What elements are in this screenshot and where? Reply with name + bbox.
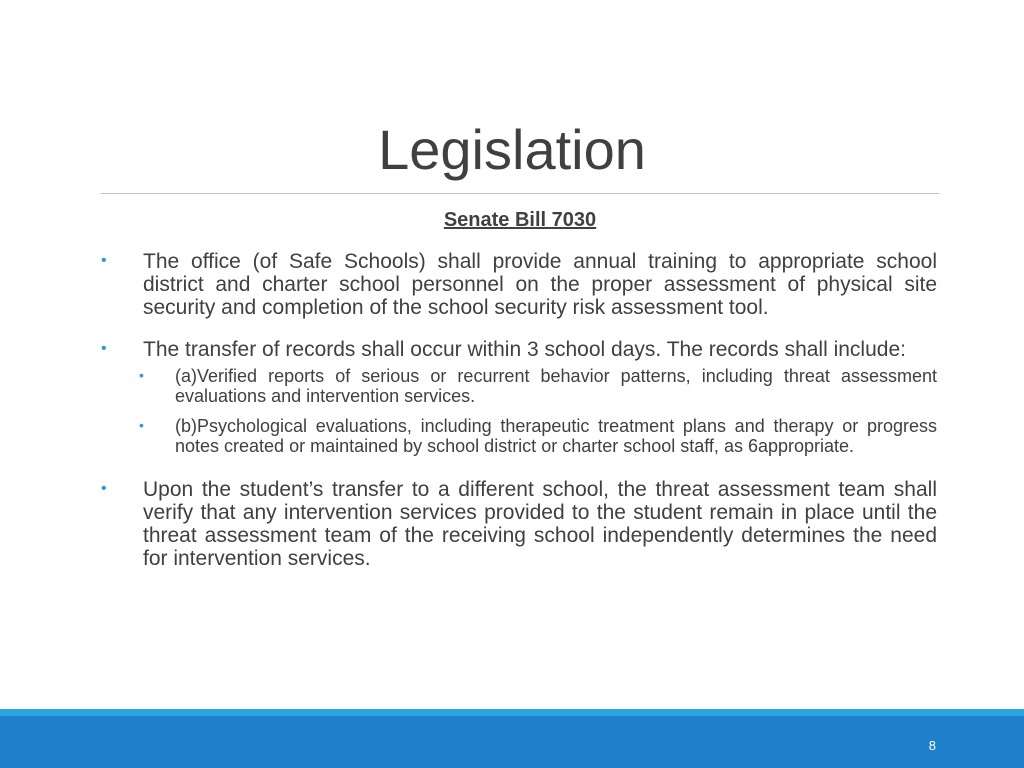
senate-bill-heading: Senate Bill 7030 — [443, 209, 597, 231]
sub-bullet-text: (a)Verified reports of serious or recurrent behavior patterns, including threat assessment evaluations and intervention services. — [175, 366, 937, 406]
bullet-item — [101, 478, 937, 570]
sub-bullet-text: (b)Psychological evaluations, including therapeutic treatment plans and therapy or progress notes created or maintained by school district or charter school staff, as 6appropriate. — [175, 416, 937, 456]
footer-accent-bar — [0, 709, 1024, 716]
sub-bullet-item — [139, 416, 937, 456]
bullet-dot-icon: • — [101, 480, 107, 497]
bullet-dot-icon: • — [101, 252, 107, 269]
slide-body — [101, 250, 937, 570]
bullet-text: Upon the student’s transfer to a different school, the threat assessment team shall verify that any intervention services provided to the student remain in place until the threat assessment team of the receiving school independently determines the need for intervention services. — [143, 478, 937, 570]
bullet-item — [101, 250, 937, 319]
page-number: 8 — [928, 738, 936, 753]
footer-bar — [0, 716, 1024, 768]
sub-bullet-item — [139, 366, 937, 406]
title-divider — [101, 193, 939, 194]
bullet-text: The office (of Safe Schools) shall provide annual training to appropriate school district and charter school personnel on the proper assessment of physical site security and completion of the school security risk assessment tool. — [143, 250, 937, 319]
sub-bullet-dot-icon: • — [139, 417, 144, 433]
slide-title: Legislation — [378, 118, 646, 181]
sub-bullet-dot-icon: • — [139, 367, 144, 383]
bullet-item — [101, 338, 937, 456]
sub-bullet-list — [139, 366, 937, 456]
bullet-text: The transfer of records shall occur within 3 school days. The records shall include: — [143, 338, 906, 361]
bullet-dot-icon: • — [101, 340, 107, 357]
